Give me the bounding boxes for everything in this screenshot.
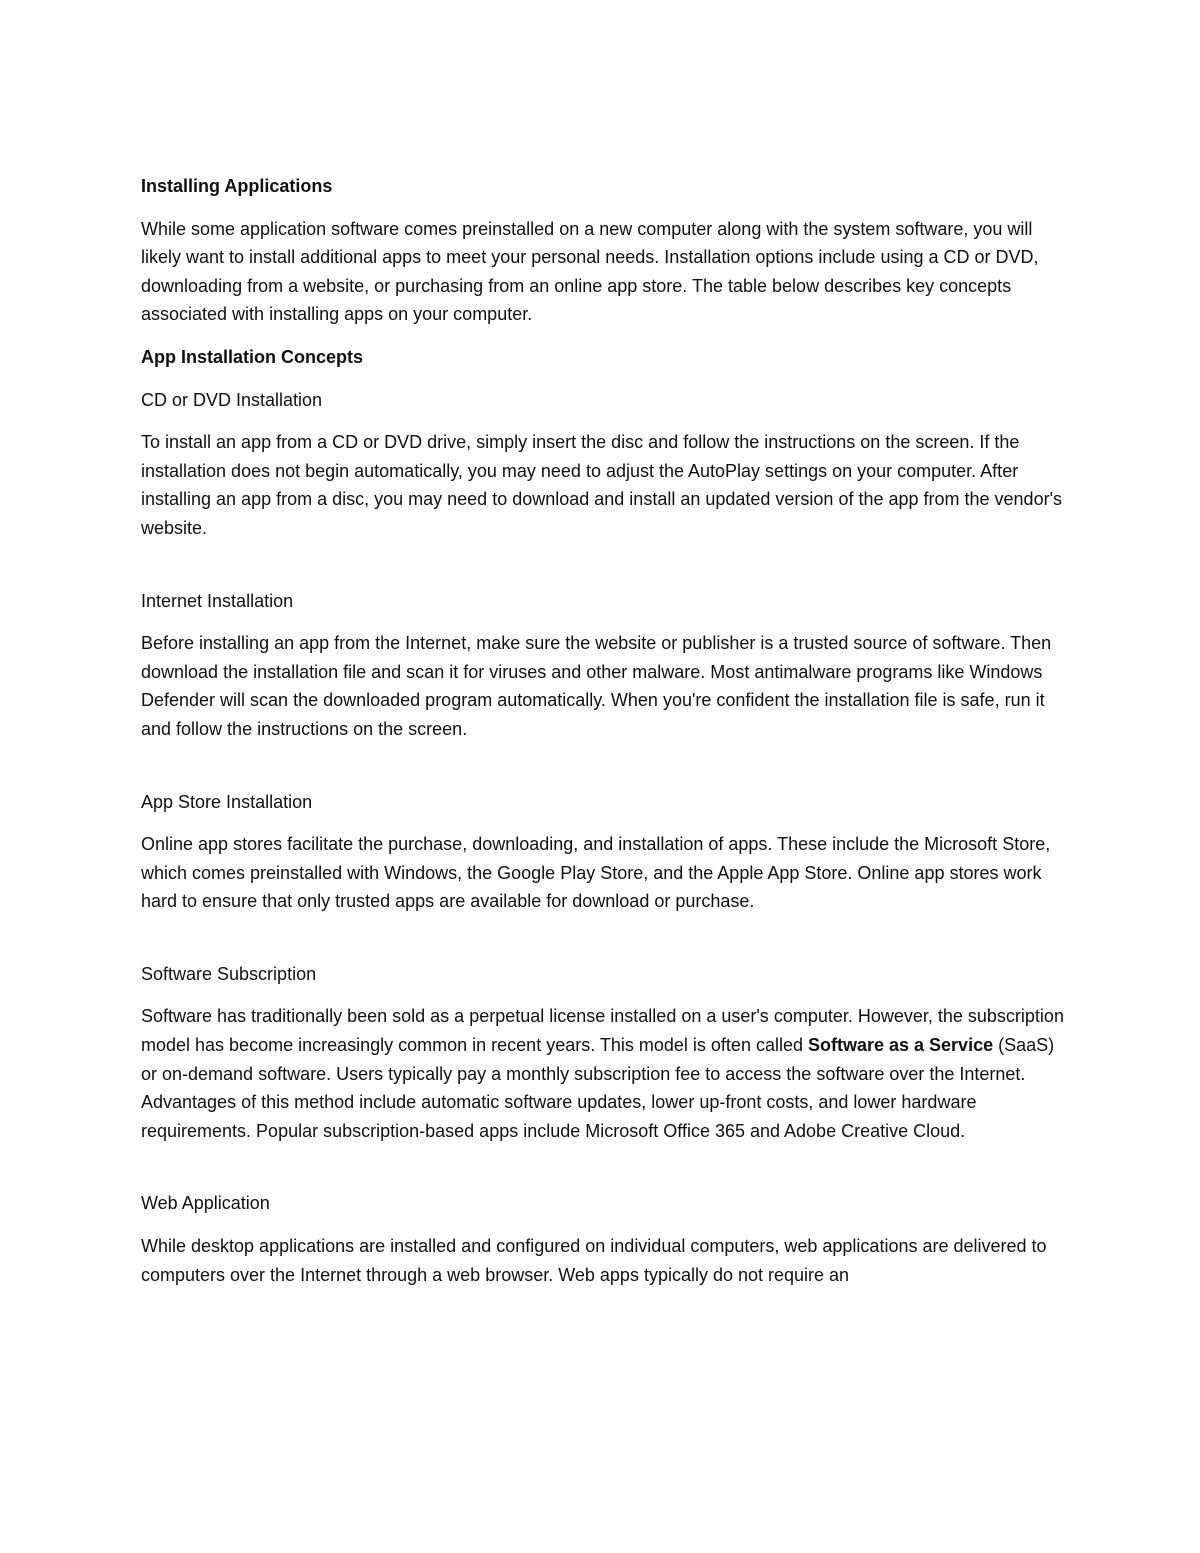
intro-paragraph: While some application software comes preinstalled on a new computer along with the system software, you will likely want to install additional apps to meet your personal needs. Installation options include using a CD or DVD, downloading from a website, or purchasing from an online app store. The table below describes key concepts associated with installing apps on your computer. — [141, 218, 1039, 325]
document-title: Installing Applications — [141, 176, 333, 196]
section-heading-web-app: Web Application — [141, 1193, 270, 1214]
section-body-subscription — [141, 1002, 1066, 1145]
subscription-text-after: (SaaS) or on-demand software. Users typically pay a monthly subscription fee to access the software over the Internet. Advantages of this method include automatic software updates, lower up-front costs, and lower hardware requirements. Popular subscription-based apps include Microsoft Office 365 and Adobe Creative Cloud. — [141, 1035, 1055, 1141]
subscription-text-before: Software has traditionally been sold as a perpetual license installed on a user's computer. However, the subscription model has become increasingly common in recent years. This model is often called — [141, 1006, 1064, 1056]
concepts-heading: App Installation Concepts — [141, 346, 364, 367]
section-body-web-app: While desktop applications are installed and configured on individual computers, web applications are delivered to computers over the Internet through a web browser. Web apps typically do not require an — [141, 1236, 1047, 1285]
saas-term: Software as a Service — [807, 1035, 994, 1056]
document-body — [141, 172, 1066, 1303]
section-body-app-store: Online app stores facilitate the purchase, downloading, and installation of apps. These include the Microsoft Store, which comes preinstalled with Windows, the Google Play Store, and the Apple App Store. Online app stores work hard to ensure that only trusted apps are available for download or purchase. — [141, 834, 1051, 912]
section-heading-subscription: Software Subscription — [141, 963, 317, 984]
section-body-internet: Before installing an app from the Internet, make sure the website or publisher is a trusted source of software. Then download the installation file and scan it for viruses and other malware. Most antimalware programs like Windows Defender will scan the downloaded program automatically. When you're confident the installation file is safe, run it and follow the instructions on the screen. — [141, 633, 1052, 739]
section-heading-app-store: App Store Installation — [141, 791, 313, 812]
section-heading-internet: Internet Installation — [141, 590, 294, 611]
section-heading-cd-dvd: CD or DVD Installation — [141, 389, 323, 410]
section-body-cd-dvd: To install an app from a CD or DVD drive, simply insert the disc and follow the instructions on the screen. If the installation does not begin automatically, you may need to adjust the AutoPlay settings on your computer. After installing an app from a disc, you may need to download and install an updated version of the app from the vendor's website. — [141, 432, 1063, 538]
